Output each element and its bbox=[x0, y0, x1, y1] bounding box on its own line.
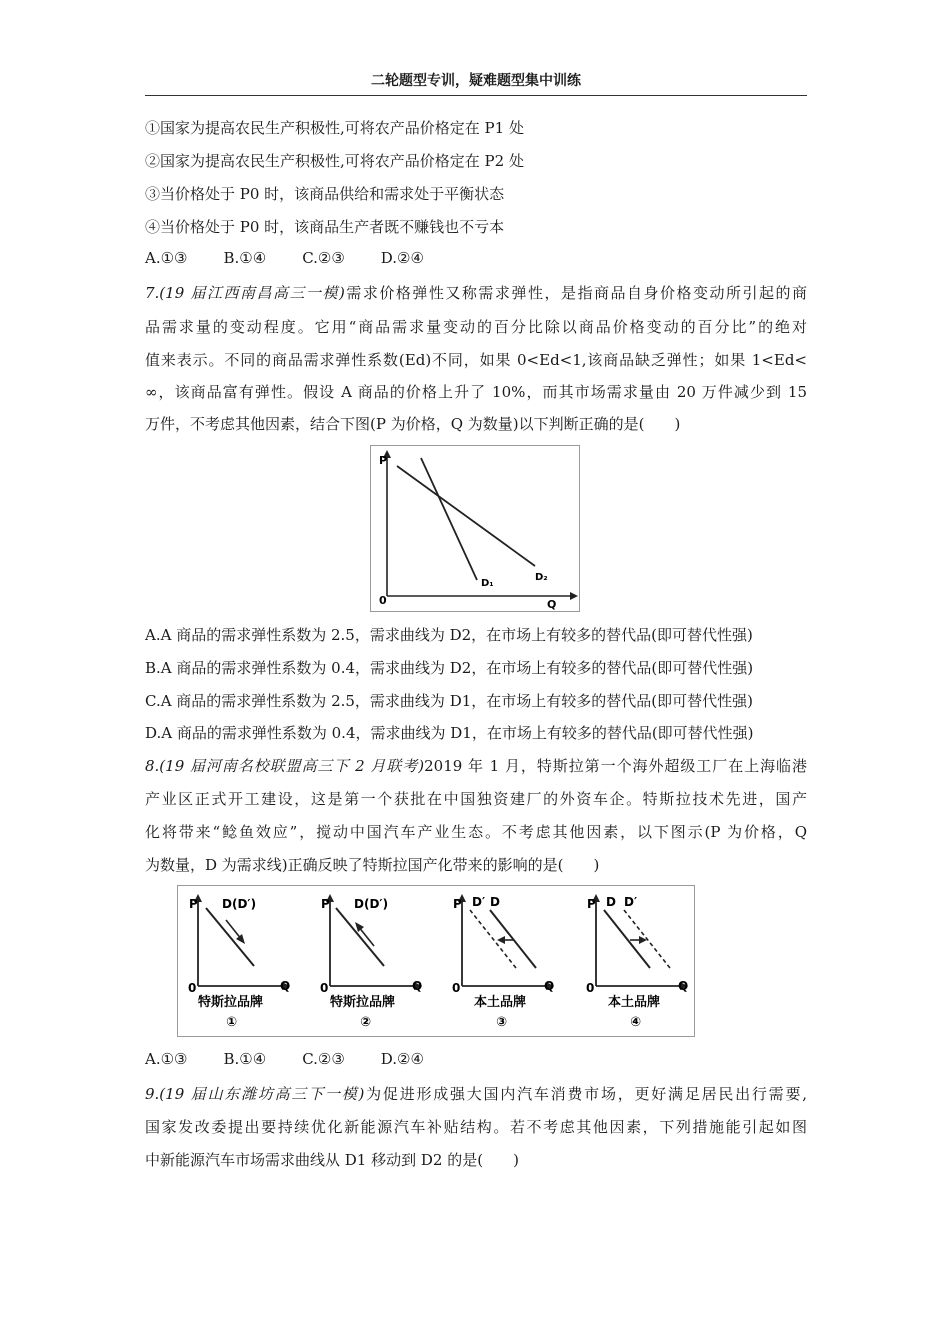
q8-line-4: 为数量，D 为需求线)正确反映了特斯拉国产化带来的影响的是( ) bbox=[145, 856, 600, 874]
q6-choice-b: B.①④ bbox=[223, 249, 267, 267]
q6-choices bbox=[145, 249, 460, 267]
q8-p2-arrowhead-icon bbox=[355, 922, 364, 932]
q8-p4-d-prime-line bbox=[624, 910, 670, 968]
q7-option-c: C.A 商品的需求弹性系数为 2.5，需求曲线为 D1，在市场上有较多的替代品(即可替代性强) bbox=[145, 692, 753, 710]
q8-four-panel-figure bbox=[177, 885, 695, 1037]
q8-p1-origin: 0 bbox=[188, 981, 197, 995]
q8-panel-2 bbox=[320, 894, 422, 1030]
q7-q-label: Q bbox=[547, 598, 557, 611]
q6-statement-4: ④当价格处于 P0 时，该商品生产者既不赚钱也不亏本 bbox=[145, 218, 505, 236]
q8-panels-svg bbox=[178, 886, 694, 1036]
q8-text-1: 2019 年 1 月，特斯拉第一个海外超级工厂在上海临港 bbox=[424, 757, 807, 775]
q8-panel-3 bbox=[452, 894, 554, 1030]
q8-panel-1 bbox=[188, 894, 290, 1030]
q7-source: 7.(19 届江西南昌高三一模) bbox=[145, 284, 345, 302]
q8-p3-p-label: P bbox=[453, 897, 462, 911]
q7-line-2: 品需求量的变动程度。它用“商品需求量变动的百分比除以商品价格变动的百分比”的绝对 bbox=[145, 318, 807, 336]
q6-choice-a: A.①③ bbox=[145, 249, 188, 267]
q8-p4-arrowhead-icon bbox=[639, 936, 647, 944]
q8-p3-d-line bbox=[490, 910, 536, 968]
q7-d1-label: D₁ bbox=[481, 578, 494, 589]
q8-choice-d: D.②④ bbox=[380, 1050, 424, 1068]
q8-choice-b: B.①④ bbox=[223, 1050, 267, 1068]
q8-p3-number: ③ bbox=[496, 1015, 508, 1030]
q9-line-2: 国家发改委提出要持续优化新能源汽车补贴结构。若不考虑其他因素，下列措施能引起如图 bbox=[145, 1118, 807, 1136]
q8-p3-curve-label-a: D′ bbox=[472, 895, 486, 909]
q8-p2-p-label: P bbox=[321, 897, 330, 911]
q8-line-2: 产业区正式开工建设，这是第一个获批在中国独资建厂的外资车企。特斯拉技术先进，国产 bbox=[145, 790, 807, 808]
q8-p2-caption: 特斯拉品牌 bbox=[330, 995, 396, 1010]
q9-line-1 bbox=[145, 1083, 807, 1104]
q7-option-d: D.A 商品的需求弹性系数为 0.4，需求曲线为 D1，在市场上有较多的替代品(即可替代性强) bbox=[145, 724, 754, 742]
q8-p1-curve-label: D(D′) bbox=[222, 897, 257, 911]
q9-line-3: 中新能源汽车市场需求曲线从 D1 移动到 D2 的是( ) bbox=[145, 1151, 519, 1169]
q8-p1-q-label: Q bbox=[280, 979, 291, 993]
q8-p4-p-label: P bbox=[587, 897, 596, 911]
q7-d2-label: D₂ bbox=[535, 572, 548, 583]
header-divider bbox=[145, 95, 807, 96]
q8-p1-demand-line bbox=[206, 908, 254, 966]
q8-line-1 bbox=[145, 755, 807, 776]
q8-choice-a: A.①③ bbox=[145, 1050, 188, 1068]
q8-p4-curve-label-b: D′ bbox=[624, 895, 638, 909]
q8-p4-caption: 本土品牌 bbox=[608, 995, 661, 1010]
q8-p4-q-label: Q bbox=[678, 979, 689, 993]
page-header-title: 二轮题型专训，疑难题型集中训练 bbox=[371, 73, 581, 89]
q7-p-label: P bbox=[379, 454, 388, 467]
q6-statement-1: ①国家为提高农民生产积极性,可将农产品价格定在 P1 处 bbox=[145, 119, 524, 137]
q7-line-3: 值来表示。不同的商品需求弹性系数(Ed)不同，如果 0<Ed<1,该商品缺乏弹性；如果 1<Ed< bbox=[145, 351, 807, 369]
q8-panel-4 bbox=[586, 894, 688, 1030]
q8-p1-p-label: P bbox=[189, 897, 198, 911]
q8-p3-q-label: Q bbox=[544, 979, 555, 993]
q7-option-a: A.A 商品的需求弹性系数为 2.5，需求曲线为 D2，在市场上有较多的替代品(即可替代性强) bbox=[145, 626, 753, 644]
q8-source: 8.(19 届河南名校联盟高三下 2 月联考) bbox=[145, 757, 425, 775]
q7-line-5: 万件，不考虑其他因素，结合下图(P 为价格，Q 为数量)以下判断正确的是( ) bbox=[145, 415, 681, 433]
q8-p3-origin: 0 bbox=[452, 981, 461, 995]
q8-p1-caption: 特斯拉品牌 bbox=[198, 995, 264, 1010]
q8-p2-origin: 0 bbox=[320, 981, 329, 995]
q8-p3-d-prime-line bbox=[470, 910, 516, 968]
q6-statement-3: ③当价格处于 P0 时，该商品供给和需求处于平衡状态 bbox=[145, 185, 505, 203]
q7-line-4: ∞，该商品富有弹性。假设 A 商品的价格上升了 10%，而其市场需求量由 20 万件减少到 15 bbox=[145, 383, 807, 401]
q8-p1-number: ① bbox=[226, 1015, 238, 1030]
q6-choice-d: D.②④ bbox=[380, 249, 424, 267]
q7-q-arrow-icon bbox=[570, 592, 578, 600]
q7-origin-label: 0 bbox=[379, 594, 387, 607]
q8-choice-c: C.②③ bbox=[302, 1050, 345, 1068]
q8-p4-curve-label-a: D bbox=[606, 895, 616, 909]
q7-demand-svg bbox=[371, 446, 579, 611]
q7-text-1: 需求价格弹性又称需求弹性，是指商品自身价格变动所引起的商 bbox=[344, 284, 807, 302]
q8-p3-curve-label-b: D bbox=[490, 895, 500, 909]
q7-d1-line bbox=[421, 458, 477, 580]
q8-choices bbox=[145, 1050, 460, 1068]
q8-p3-caption: 本土品牌 bbox=[474, 995, 527, 1010]
q8-line-3: 化将带来“鲶鱼效应”，搅动中国汽车产业生态。不考虑其他因素，以下图示(P 为价格，Q bbox=[145, 823, 807, 841]
q8-p2-number: ② bbox=[360, 1015, 372, 1030]
q8-p3-arrowhead-icon bbox=[497, 936, 505, 944]
q9-source: 9.(19 届山东潍坊高三下一模) bbox=[145, 1085, 365, 1103]
q8-p4-origin: 0 bbox=[586, 981, 595, 995]
q7-option-b: B.A 商品的需求弹性系数为 0.4，需求曲线为 D2，在市场上有较多的替代品(即可替代性强) bbox=[145, 659, 754, 677]
q6-choice-c: C.②③ bbox=[302, 249, 345, 267]
q8-p4-number: ④ bbox=[630, 1015, 642, 1030]
q7-d2-line bbox=[397, 466, 535, 566]
q8-p2-q-label: Q bbox=[412, 979, 423, 993]
q8-p2-curve-label: D(D′) bbox=[354, 897, 389, 911]
q9-text-1: 为促进形成强大国内汽车消费市场，更好满足居民出行需要, bbox=[364, 1085, 807, 1103]
q7-demand-figure bbox=[370, 445, 580, 612]
q7-line-1 bbox=[145, 282, 807, 303]
q6-statement-2: ②国家为提高农民生产积极性,可将农产品价格定在 P2 处 bbox=[145, 152, 524, 170]
q8-p1-arrowhead-icon bbox=[236, 934, 245, 944]
q8-p2-demand-line bbox=[336, 908, 384, 966]
